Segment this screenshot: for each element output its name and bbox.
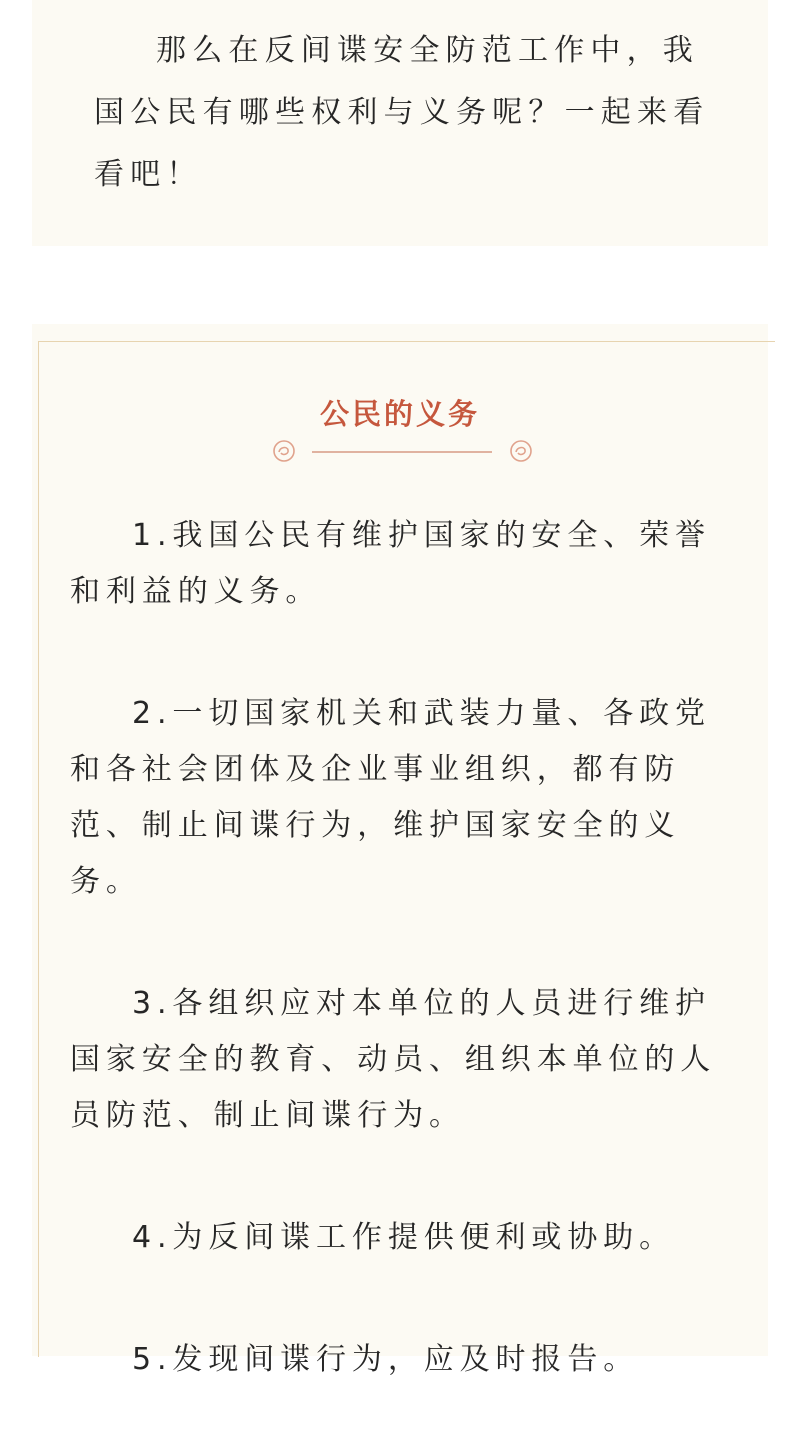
section-title: 公民的义务 xyxy=(319,397,480,431)
intro-panel xyxy=(32,0,768,246)
duty-item-2: 2.一切国家机关和武装力量、各政党和各社会团体及企业事业组织，都有防范、制止间谍行为，维护国家安全的义务。 xyxy=(70,696,711,899)
citizen-duties-panel xyxy=(32,324,768,1377)
intro-paragraph: 那么在反间谍安全防范工作中，我国公民有哪些权利与义务呢？一起来看看吧！ xyxy=(94,33,710,192)
duty-item-4: 4.为反间谍工作提供便利或协助。 xyxy=(132,1220,676,1255)
duty-item-1: 1.我国公民有维护国家的安全、荣誉和利益的义务。 xyxy=(70,518,711,609)
swirl-circle-icon xyxy=(272,439,296,463)
title-divider xyxy=(312,451,492,453)
duty-list xyxy=(70,508,734,1454)
duty-item-3: 3.各组织应对本单位的人员进行维护国家安全的教育、动员、组织本单位的人员防范、制止间谍行为。 xyxy=(70,986,717,1133)
duty-item-5: 5.发现间谍行为，应及时报告。 xyxy=(132,1342,640,1377)
swirl-circle-icon xyxy=(509,439,533,463)
